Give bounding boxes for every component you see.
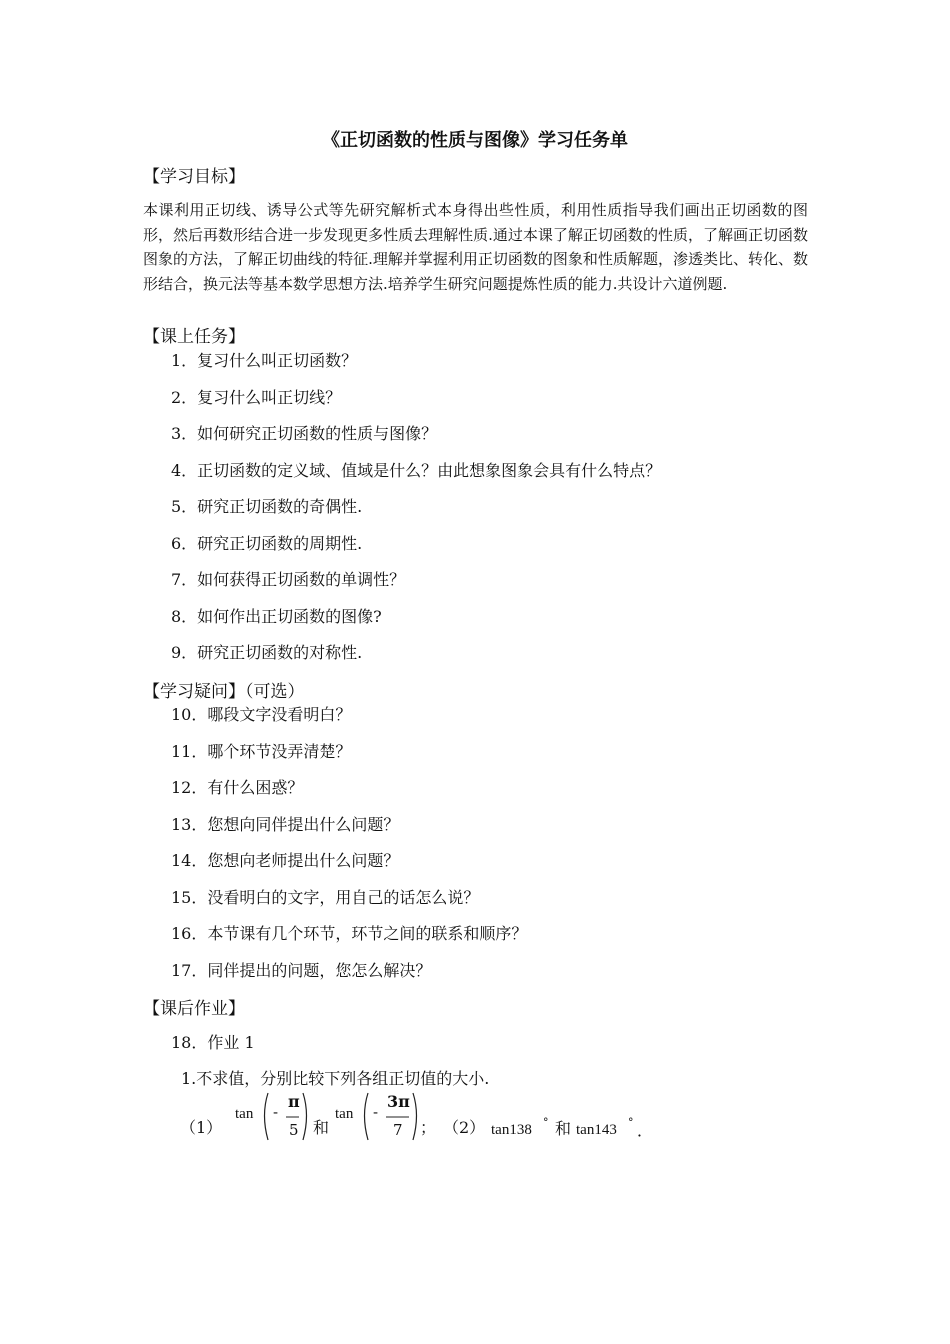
task-item: 7．如何获得正切函数的单调性？: [171, 570, 406, 589]
question-item: 11．哪个环节没弄清楚？: [171, 742, 352, 761]
final-period: ．: [637, 1121, 654, 1140]
goals-heading: 【学习目标】: [143, 167, 245, 187]
task-item: 8．如何作出正切函数的图像?: [171, 607, 382, 626]
minus-sign-2: -: [373, 1103, 379, 1121]
task-item: 5．研究正切函数的奇偶性.: [171, 497, 363, 516]
right-paren: [413, 1093, 417, 1140]
part1-label: （1）: [180, 1118, 223, 1137]
task-item: 3．如何研究正切函数的性质与图像？: [171, 424, 438, 443]
denominator-5: 5: [289, 1121, 299, 1139]
minus-sign-1: -: [273, 1103, 279, 1121]
degree-symbol-2: °: [628, 1116, 634, 1129]
math-expression: [175, 1088, 675, 1148]
homework-item: 18．作业 1: [171, 1033, 255, 1052]
left-paren: [265, 1093, 269, 1140]
pi-numerator: π: [288, 1092, 300, 1111]
task-item: 6．研究正切函数的周期性.: [171, 534, 363, 553]
task-item: 2．复习什么叫正切线？: [171, 388, 342, 407]
question-item: 10．哪段文字没看明白？: [171, 705, 352, 724]
homework-heading: 【课后作业】: [143, 999, 245, 1019]
three-pi-numerator: 3π: [387, 1092, 410, 1111]
question-item: 16．本节课有几个环节，环节之间的联系和顺序？: [171, 924, 528, 943]
question-item: 12．有什么困惑？: [171, 778, 304, 797]
degree-symbol-1: °: [543, 1116, 549, 1129]
question-item: 17．同伴提出的问题，您怎么解决？: [171, 961, 432, 980]
task-item: 4．正切函数的定义域、值域是什么？由此想象图象会具有什么特点？: [171, 461, 662, 480]
question-item: 14．您想向老师提出什么问题？: [171, 851, 400, 870]
left-paren: [365, 1093, 369, 1140]
and-word-2: 和: [555, 1119, 572, 1138]
homework-problem: 1.不求值，分别比较下列各组正切值的大小.: [181, 1069, 490, 1088]
part2-label: （2）: [443, 1118, 486, 1137]
task-item: 9．研究正切函数的对称性.: [171, 643, 363, 662]
document-title: 《正切函数的性质与图像》学习任务单: [322, 130, 628, 151]
tan-label-2: tan: [335, 1106, 354, 1122]
denominator-7: 7: [393, 1121, 403, 1139]
tan-label-1: tan: [235, 1106, 254, 1122]
tan138-value: tan138: [491, 1122, 532, 1138]
question-item: 13．您想向同伴提出什么问题？: [171, 815, 400, 834]
questions-heading: 【学习疑问】（可选）: [143, 682, 305, 702]
and-word-1: 和: [313, 1118, 330, 1137]
goals-paragraph: 本课利用正切线、诱导公式等先研究解析式本身得出些性质，利用性质指导我们画出正切函数的图形，然后再数形结合进一步发现更多性质去理解性质.通过本课了解正切函数的性质，了解画正切函数图象的方法，了解正切曲线的特征.理解并掌握利用正切函数的图象和性质解题，渗透类比、转化、数形结合，换元法等基本数学思想方法.培养学生研究问题提炼性质的能力.共设计六道例题.: [143, 201, 808, 293]
question-item: 15．没看明白的文字，用自己的话怎么说？: [171, 888, 480, 907]
task-item: 1．复习什么叫正切函数？: [171, 351, 358, 370]
semicolon: ；: [420, 1118, 437, 1137]
tasks-heading: 【课上任务】: [143, 327, 245, 347]
tan143-value: tan143: [576, 1122, 617, 1138]
right-paren: [303, 1093, 307, 1140]
